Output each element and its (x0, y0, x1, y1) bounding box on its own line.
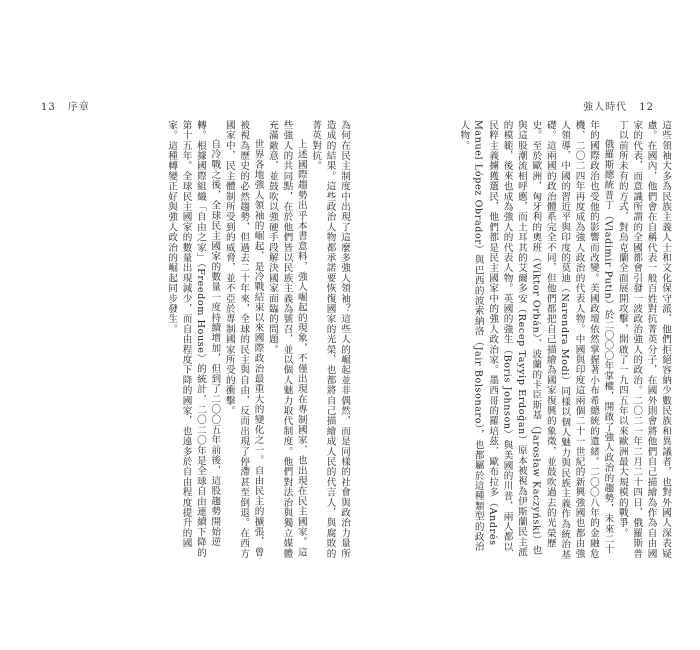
left-running-title: 序章 (67, 102, 90, 113)
left-paragraph-4: 自冷戰之後，全球民主國家的數量一度持續增加，但到了二〇〇五年前後，這股趨勢開始逆轉。根據國際組織「自由之家」（Freedom House）的統計，二〇二〇年是全球自由連續下降的第十五年。全球民主國家的數量出現減少，而自由程度下降的國家，也遠多於自由程度提升的國家。這種轉變正好與強人政治的崛起同步發生。 (166, 120, 221, 558)
left-paragraph-1: 為何在民主制度中出現了這麼多強人領袖？這些人的崛起並非偶然，而是同樣的社會與政治力量所造成的結果。這些政治人物都承諾要恢復國家的光榮，也都將自己描繪成人民的代言人，與腐敗的菁英對抗。 (310, 120, 350, 559)
right-paragraph-1: 這些領袖大多為民族主義人士和文化保守派，他們拒絕容納少數民族和異議者，也對外國人深表疑慮。在國內，他們會在自稱代表一般百姓對抗菁英分子，在國外則會將他們自己描繪為作為自由國家的代表，而意識所謂的全國都會引發一波政治強人的政治。二〇二一年二月二十四日，俄羅斯普丁以前所未有的方式，對烏克蘭全面展開攻擊，開啟了一九四五年以來歐洲最大規模的戰爭。 (616, 120, 671, 559)
right-running-title: 強人時代 (583, 102, 628, 113)
left-paragraph-2: 上述國際趨勢出乎本書意料，強人崛起的現象，不僅出現在專制國家，也出現在民主國家。這些強人的共同點，在於他們皆以民族主義為號召，並以個人魅力取代制度。他們對法治與獨立媒體充滿敵意，並鼓吹以強硬手段解決國家面臨的問題。 (266, 120, 307, 559)
right-page-number: 12 (639, 102, 654, 113)
left-page-header (37, 98, 94, 113)
right-page-header (579, 98, 658, 113)
right-paragraph-2: 俄羅斯總統普丁（Vladimir Putin）於二〇〇〇年掌權，開啟了強人政治的趨勢，未來二十年的國際政治也受他的影響而改變。美國政壇依然掌握著小布希總統的遺緒。二〇〇八年的金融危機、二〇二四年再度成為強人政治的代表人物。中國與印度這兩個二十一世紀的新興強國也都由強人領導，中國的習近平與印度的莫迪（Narendra Modi）同樣以個人魅力與民族主義作為統治基礎。這兩國的政治體系完全不同，但他們都把自己描繪為國家復興的象徵，並鼓吹過去的光榮歷史。至於歐洲，匈牙利的奧班（Viktor Orbán）、波蘭的卡臣斯基（Jarosław Kaczyński）也與這股潮流相呼應，而土耳其的艾爾多安（Recep Tayyip Erdoğan）原本被視為伊斯蘭民主派的模範，後來也成為強人的代表人物。英國的強生（Boris Johnson）與美國的川普，兩人都以民粹主義擄獲選民，他們都是民主國家中的強人政治家。墨西哥的羅培茲．歐布拉多（Andrés Manuel López Obrador）與巴西的波索納洛（Jair Bolsonaro），也都屬於這種類型的政治人物。 (458, 120, 614, 560)
left-page-body (43, 120, 351, 560)
left-paragraph-3: 世界各地強人領袖的崛起，是冷戰結束以來國際政治最重大的變化之一。自由民主的擴張，曾被視為歷史的必然趨勢，但過去二十年來，全球的民主與自由，反而出現了停滯甚至倒退。在西方國家中，民主體制所受到的威脅，並不亞於專制國家所受的衝擊。 (223, 120, 264, 559)
left-page-number: 13 (41, 102, 56, 113)
right-page-body (374, 120, 672, 560)
